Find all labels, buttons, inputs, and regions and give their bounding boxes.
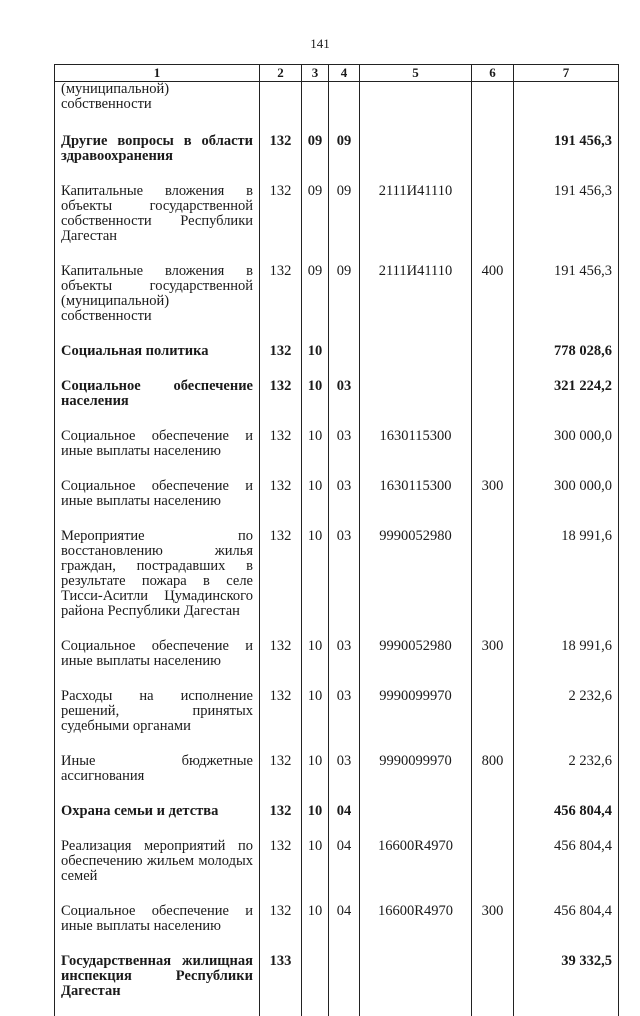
- row-amount: 456 804,4: [514, 839, 619, 904]
- row-target-article: [360, 134, 472, 184]
- row-target-article: [360, 804, 472, 839]
- row-section: 10: [302, 639, 329, 689]
- row-target-article: 1630115300: [360, 429, 472, 479]
- row-expense-type: [472, 344, 514, 379]
- row-expense-type: [472, 529, 514, 639]
- row-amount: 2 232,6: [514, 689, 619, 754]
- row-amount: 778 028,6: [514, 344, 619, 379]
- row-name: Другие вопросы в области здравоохранения: [55, 134, 260, 184]
- row-subsection: [329, 954, 360, 1016]
- header-col-4: 4: [329, 65, 360, 82]
- table-row: [55, 839, 619, 904]
- row-section: 10: [302, 479, 329, 529]
- row-subsection: 03: [329, 754, 360, 804]
- row-name: Социальное обеспечение и иные выплаты населению: [55, 639, 260, 689]
- row-section: 10: [302, 529, 329, 639]
- row-code: 132: [260, 184, 302, 264]
- row-subsection: 03: [329, 689, 360, 754]
- row-name: Социальное обеспечение и иные выплаты населению: [55, 429, 260, 479]
- row-code: 132: [260, 529, 302, 639]
- row-name: Социальное обеспечение и иные выплаты населению: [55, 904, 260, 954]
- row-expense-type: [472, 134, 514, 184]
- row-amount: 300 000,0: [514, 429, 619, 479]
- row-expense-type: [472, 839, 514, 904]
- row-code: 132: [260, 839, 302, 904]
- table-row: [55, 184, 619, 264]
- row-section: 10: [302, 689, 329, 754]
- row-amount: 456 804,4: [514, 804, 619, 839]
- header-col-3: 3: [302, 65, 329, 82]
- header-col-7: 7: [514, 65, 619, 82]
- row-section: 09: [302, 134, 329, 184]
- row-subsection: [329, 82, 360, 135]
- row-target-article: 2111И41110: [360, 264, 472, 344]
- row-amount: 191 456,3: [514, 264, 619, 344]
- row-section: 10: [302, 804, 329, 839]
- row-code: 132: [260, 754, 302, 804]
- row-amount: [514, 82, 619, 135]
- row-target-article: 9990099970: [360, 689, 472, 754]
- header-col-6: 6: [472, 65, 514, 82]
- row-subsection: 04: [329, 804, 360, 839]
- row-expense-type: 400: [472, 264, 514, 344]
- row-target-article: [360, 344, 472, 379]
- table-row: [55, 529, 619, 639]
- row-expense-type: 300: [472, 904, 514, 954]
- row-name: Государственная жилищная инспекция Республики Дагестан: [55, 954, 260, 1016]
- row-amount: 191 456,3: [514, 134, 619, 184]
- header-col-1: 1: [55, 65, 260, 82]
- row-name: Охрана семьи и детства: [55, 804, 260, 839]
- row-expense-type: [472, 429, 514, 479]
- row-name: Капитальные вложения в объекты государственной (муниципальной) собственности: [55, 264, 260, 344]
- table-row: [55, 904, 619, 954]
- budget-table: [54, 64, 619, 1016]
- row-target-article: 9990052980: [360, 529, 472, 639]
- row-code: 132: [260, 429, 302, 479]
- row-code: 133: [260, 954, 302, 1016]
- row-section: [302, 82, 329, 135]
- page-number: 141: [0, 36, 640, 52]
- row-name: Капитальные вложения в объекты государственной собственности Республики Дагестан: [55, 184, 260, 264]
- row-subsection: 03: [329, 479, 360, 529]
- row-code: 132: [260, 689, 302, 754]
- row-code: 132: [260, 134, 302, 184]
- table-row: [55, 82, 619, 135]
- row-code: 132: [260, 804, 302, 839]
- table-row: [55, 429, 619, 479]
- table-row: [55, 754, 619, 804]
- table-row: [55, 264, 619, 344]
- row-amount: 18 991,6: [514, 529, 619, 639]
- row-name: Социальное обеспечение и иные выплаты населению: [55, 479, 260, 529]
- table-row: [55, 689, 619, 754]
- row-expense-type: [472, 954, 514, 1016]
- row-expense-type: [472, 184, 514, 264]
- row-target-article: [360, 82, 472, 135]
- row-subsection: 09: [329, 264, 360, 344]
- row-expense-type: [472, 804, 514, 839]
- row-amount: 300 000,0: [514, 479, 619, 529]
- row-amount: 39 332,5: [514, 954, 619, 1016]
- row-expense-type: [472, 689, 514, 754]
- row-code: 132: [260, 264, 302, 344]
- table-row: [55, 639, 619, 689]
- row-expense-type: [472, 379, 514, 429]
- row-amount: 456 804,4: [514, 904, 619, 954]
- row-subsection: 03: [329, 379, 360, 429]
- table-header: [55, 65, 619, 82]
- row-expense-type: 800: [472, 754, 514, 804]
- row-subsection: 09: [329, 134, 360, 184]
- row-section: 10: [302, 904, 329, 954]
- row-amount: 18 991,6: [514, 639, 619, 689]
- table-row: [55, 954, 619, 1016]
- row-subsection: 04: [329, 904, 360, 954]
- row-target-article: 9990052980: [360, 639, 472, 689]
- header-col-5: 5: [360, 65, 472, 82]
- row-amount: 2 232,6: [514, 754, 619, 804]
- row-section: 10: [302, 839, 329, 904]
- row-code: 132: [260, 344, 302, 379]
- row-name: Социальная политика: [55, 344, 260, 379]
- row-target-article: 2111И41110: [360, 184, 472, 264]
- row-code: 132: [260, 904, 302, 954]
- row-target-article: 16600R4970: [360, 839, 472, 904]
- row-name: Мероприятие по восстановлению жилья граждан, пострадавших в результате пожара в селе Тисси-Аситли Цумадинского района Республики Дагестан: [55, 529, 260, 639]
- row-subsection: 09: [329, 184, 360, 264]
- table-row: [55, 804, 619, 839]
- row-subsection: 03: [329, 429, 360, 479]
- row-amount: 191 456,3: [514, 184, 619, 264]
- row-section: 10: [302, 344, 329, 379]
- header-col-2: 2: [260, 65, 302, 82]
- row-section: 09: [302, 184, 329, 264]
- table-row: [55, 379, 619, 429]
- row-subsection: 03: [329, 529, 360, 639]
- row-section: 09: [302, 264, 329, 344]
- row-target-article: 16600R4970: [360, 904, 472, 954]
- row-name: Расходы на исполнение решений, принятых судебными органами: [55, 689, 260, 754]
- table-row: [55, 344, 619, 379]
- header-row: [55, 65, 619, 82]
- row-code: 132: [260, 479, 302, 529]
- row-code: [260, 82, 302, 135]
- row-name: Социальное обеспечение населения: [55, 379, 260, 429]
- row-code: 132: [260, 639, 302, 689]
- row-subsection: 03: [329, 639, 360, 689]
- row-target-article: 1630115300: [360, 479, 472, 529]
- table-row: [55, 134, 619, 184]
- table-body: [55, 82, 619, 1016]
- row-code: 132: [260, 379, 302, 429]
- row-section: 10: [302, 754, 329, 804]
- row-target-article: 9990099970: [360, 754, 472, 804]
- row-section: 10: [302, 379, 329, 429]
- table-row: [55, 479, 619, 529]
- row-expense-type: 300: [472, 479, 514, 529]
- row-name: (муниципальной) собственности: [55, 82, 260, 135]
- row-section: 10: [302, 429, 329, 479]
- row-subsection: [329, 344, 360, 379]
- row-target-article: [360, 954, 472, 1016]
- row-amount: 321 224,2: [514, 379, 619, 429]
- row-section: [302, 954, 329, 1016]
- row-expense-type: [472, 82, 514, 135]
- row-expense-type: 300: [472, 639, 514, 689]
- row-name: Иные бюджетные ассигнования: [55, 754, 260, 804]
- row-subsection: 04: [329, 839, 360, 904]
- row-name: Реализация мероприятий по обеспечению жильем молодых семей: [55, 839, 260, 904]
- row-target-article: [360, 379, 472, 429]
